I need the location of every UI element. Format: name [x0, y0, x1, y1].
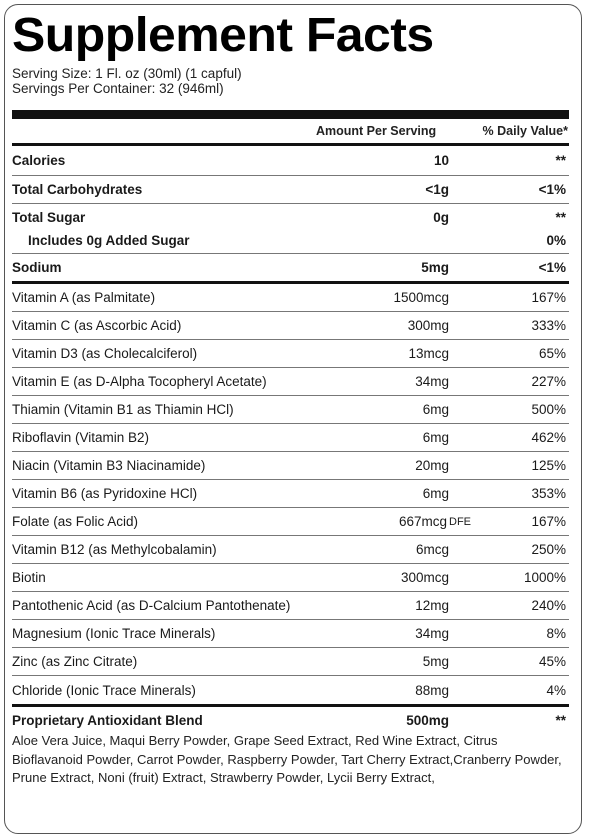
nutrient-name: Vitamin D3 (as Cholecalciferol) [12, 346, 198, 361]
nutrient-amount: 300mcg [400, 570, 449, 585]
nutrient-amount: 6mcg [415, 542, 449, 557]
daily-value-header: % Daily Value* [482, 124, 568, 138]
nutrient-amount: 20mg [415, 458, 449, 473]
nutrient-daily-value: 167% [531, 514, 566, 529]
nutrient-daily-value: 8% [546, 626, 566, 641]
table-row [12, 647, 569, 675]
table-row [12, 563, 569, 591]
nutrient-amount [399, 508, 471, 535]
nutrient-daily-value: 1000% [523, 570, 566, 585]
nutrient-amount: <1g [425, 182, 449, 197]
nutrient-daily-value: ** [555, 153, 566, 168]
nutrient-name: Total Sugar [12, 209, 86, 225]
nutrient-daily-value: 250% [531, 542, 566, 557]
nutrient-name: Chloride (Ionic Trace Minerals) [12, 682, 196, 698]
nutrient-name: Total Carbohydrates [12, 182, 143, 197]
added-sugar-label: Includes 0g Added Sugar [28, 232, 190, 248]
nutrient-name: Zinc (as Zinc Citrate) [12, 654, 138, 669]
nutrient-daily-value: ** [555, 209, 566, 225]
nutrient-daily-value: 125% [531, 458, 566, 473]
table-row [12, 619, 569, 647]
nutrient-name: Calories [12, 153, 66, 168]
nutrient-amount: 6mg [422, 486, 449, 501]
nutrient-amount: 13mcg [408, 346, 449, 361]
table-row [12, 535, 569, 563]
nutrient-daily-value: 333% [531, 318, 566, 333]
amount-value: 667mcg [398, 514, 447, 529]
nutrient-daily-value: 462% [531, 430, 566, 445]
nutrient-amount: 300mg [407, 318, 449, 333]
nutrient-name: Vitamin B6 (as Pyridoxine HCl) [12, 486, 198, 501]
nutrient-amount: 88mg [415, 682, 449, 698]
table-row [12, 281, 569, 311]
table-row [12, 143, 569, 175]
table-row [12, 423, 569, 451]
table-row [12, 311, 569, 339]
nutrient-amount: 6mg [422, 402, 449, 417]
table-row [12, 367, 569, 395]
nutrient-amount: 12mg [415, 598, 449, 613]
servings-per-container: Servings Per Container: 32 (946ml) [12, 81, 224, 96]
nutrient-amount: 34mg [415, 626, 449, 641]
nutrient-name: Folate (as Folic Acid) [12, 514, 139, 529]
nutrient-amount: 0g [433, 209, 449, 225]
table-row [12, 395, 569, 423]
nutrient-name: Magnesium (Ionic Trace Minerals) [12, 626, 216, 641]
table-row [12, 675, 569, 704]
nutrient-daily-value: 167% [531, 290, 566, 305]
nutrient-daily-value: 4% [546, 682, 566, 698]
table-row [12, 203, 569, 253]
nutrient-amount: 34mg [415, 374, 449, 389]
table-row [12, 339, 569, 367]
nutrient-amount: 6mg [422, 430, 449, 445]
table-row [12, 253, 569, 281]
nutrient-name: Vitamin C (as Ascorbic Acid) [12, 318, 182, 333]
table-row [12, 591, 569, 619]
nutrient-name: Vitamin B12 (as Methylcobalamin) [12, 542, 217, 557]
nutrient-name: Sodium [12, 260, 62, 275]
blend-daily-value: ** [555, 712, 566, 728]
blend-row [12, 704, 569, 824]
nutrient-daily-value: <1% [538, 182, 566, 197]
table-row [12, 507, 569, 535]
amount-per-serving-header: Amount Per Serving [316, 124, 437, 138]
nutrient-name: Thiamin (Vitamin B1 as Thiamin HCl) [12, 402, 234, 417]
added-sugar-daily-value: 0% [546, 232, 566, 248]
nutrient-amount: 5mg [422, 654, 449, 669]
blend-amount: 500mg [406, 712, 449, 728]
table-row [12, 451, 569, 479]
amount-unit-note: DFE [449, 515, 471, 528]
nutrient-daily-value: 500% [531, 402, 566, 417]
nutrient-daily-value: 240% [531, 598, 566, 613]
serving-info [12, 66, 242, 96]
serving-size: Serving Size: 1 Fl. oz (30ml) (1 capful) [12, 66, 242, 81]
nutrient-amount: 5mg [421, 260, 449, 275]
top-divider-bar [12, 110, 569, 119]
nutrient-name: Vitamin E (as D-Alpha Tocopheryl Acetate) [12, 374, 267, 389]
nutrient-name: Niacin (Vitamin B3 Niacinamide) [12, 458, 206, 473]
table-row [12, 479, 569, 507]
nutrient-daily-value: 353% [531, 486, 566, 501]
nutrient-daily-value: 227% [531, 374, 566, 389]
nutrient-amount: 10 [433, 153, 449, 168]
nutrient-daily-value: 45% [538, 654, 566, 669]
nutrient-name: Vitamin A (as Palmitate) [12, 290, 156, 305]
nutrient-name: Pantothenic Acid (as D-Calcium Pantothenate) [12, 598, 291, 613]
panel-title: Supplement Facts [12, 9, 434, 62]
nutrient-daily-value: 65% [538, 346, 566, 361]
facts-table [12, 143, 569, 824]
table-row [12, 175, 569, 203]
nutrient-daily-value: <1% [538, 260, 566, 275]
nutrient-name: Riboflavin (Vitamin B2) [12, 430, 150, 445]
blend-name: Proprietary Antioxidant Blend [12, 712, 203, 728]
blend-ingredients: Aloe Vera Juice, Maqui Berry Powder, Grape Seed Extract, Red Wine Extract, Citrus Bioflavanoid Powder, Carrot Powder, Raspberry Powder, Tart Cherry Extract,Cranberry Powder, Prune Extract, Noni (fruit) Extract, Strawberry Powder, Lycii Berry Extract, [12, 733, 562, 785]
nutrient-amount: 1500mcg [393, 290, 449, 305]
nutrient-name: Biotin [12, 570, 46, 585]
